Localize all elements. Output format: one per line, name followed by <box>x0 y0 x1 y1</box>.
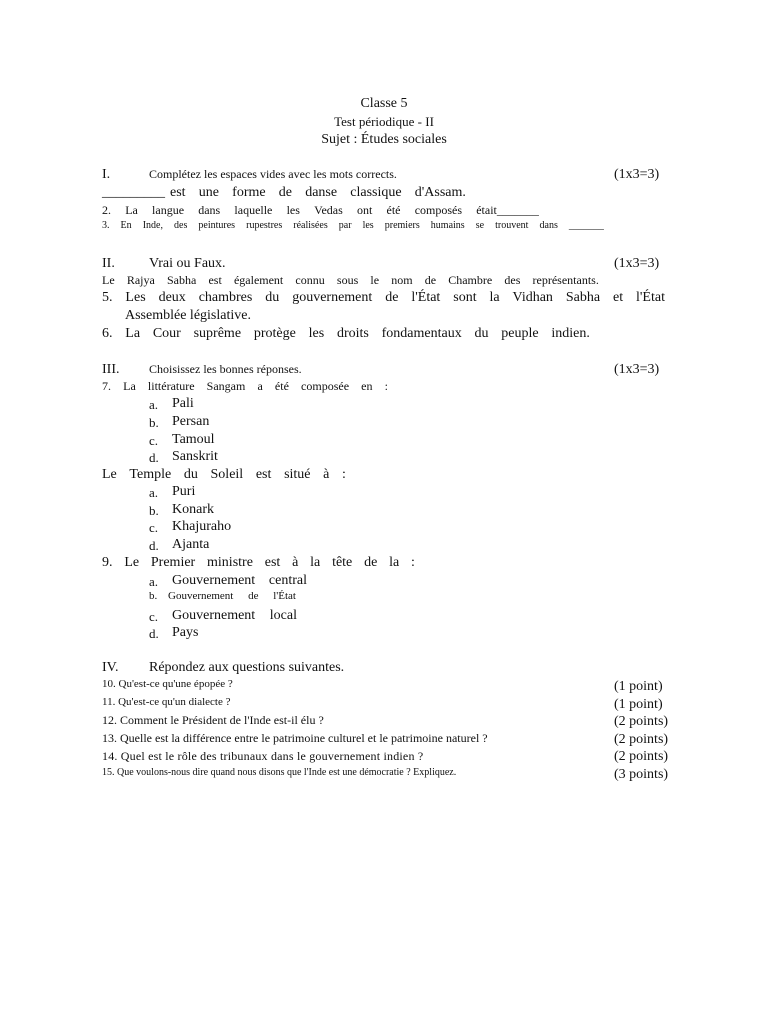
word: La <box>123 379 136 393</box>
section-3-marks: (1x3=3) <box>614 362 660 377</box>
word: 3. <box>102 220 110 231</box>
question-12-points: (2 points) <box>614 714 669 729</box>
word: central <box>268 573 307 588</box>
q7-option-b: Persan <box>172 414 210 429</box>
question-10-points: (1 point) <box>614 679 663 694</box>
word: la <box>310 555 321 570</box>
word: danse <box>305 185 338 200</box>
question-15: 15. Que voulons-nous dire quand nous disons que l'Inde est une démocratie ? Expliquez. <box>102 767 457 778</box>
question-4 <box>102 274 599 286</box>
question-13-points: (2 points) <box>614 732 669 747</box>
word: de <box>364 555 378 570</box>
section-2-marks: (1x3=3) <box>614 256 660 271</box>
word: littérature <box>147 379 195 393</box>
question-1-blank: _________ <box>102 185 165 200</box>
word: 9. <box>102 555 113 570</box>
word: Sabha <box>166 273 197 287</box>
word: premiers <box>384 220 420 231</box>
word: à <box>323 467 330 482</box>
word: Rajya <box>126 273 155 287</box>
word: également <box>233 273 284 287</box>
word: suprême <box>193 326 242 341</box>
word: forme <box>232 185 266 200</box>
q9-option-c-letter: c. <box>149 609 159 624</box>
question-3 <box>102 221 604 231</box>
question-9 <box>102 556 415 570</box>
word: par <box>338 220 352 231</box>
question-5-continuation: Assemblée législative. <box>125 308 251 323</box>
q9-option-b-letter: b. <box>149 590 158 602</box>
word: trouvent <box>495 220 529 231</box>
word: droits <box>336 326 369 341</box>
section-1-marks: (1x3=3) <box>614 167 660 182</box>
word: En <box>120 220 132 231</box>
q9-option-d: Pays <box>172 625 199 640</box>
word: Les <box>125 290 146 305</box>
word: : <box>411 555 415 570</box>
word: est <box>170 185 186 200</box>
word: ont <box>356 203 373 217</box>
question-10: 10. Qu'est-ce qu'une épopée ? <box>102 678 233 690</box>
word: des <box>174 220 188 231</box>
word: Sabha <box>565 290 601 305</box>
word: du <box>183 467 198 482</box>
word: Chambre <box>448 273 493 287</box>
q9-option-a <box>172 574 307 588</box>
word: tête <box>332 555 353 570</box>
word: d'Assam. <box>414 185 466 200</box>
q8-option-c-letter: c. <box>149 520 159 535</box>
q7-option-c-letter: c. <box>149 433 159 448</box>
word: les <box>308 326 325 341</box>
section-2-number: II. <box>102 256 115 271</box>
word: : <box>342 467 346 482</box>
word: a <box>257 379 263 393</box>
section-2-instruction: Vrai ou Faux. <box>149 256 226 271</box>
word: de <box>424 273 437 287</box>
word: à <box>292 555 299 570</box>
word: est <box>208 273 222 287</box>
q8-option-b-letter: b. <box>149 503 159 518</box>
q9-option-a-letter: a. <box>149 574 159 589</box>
question-6 <box>102 327 590 341</box>
section-4-number: IV. <box>102 660 119 675</box>
word: local <box>269 608 297 623</box>
question-7 <box>102 380 388 392</box>
q9-option-b <box>168 591 296 602</box>
word: fondamentaux <box>381 326 462 341</box>
q7-option-b-letter: b. <box>149 415 159 430</box>
q8-option-a: Puri <box>172 484 196 499</box>
word: du <box>474 326 489 341</box>
word: Gouvernement <box>172 608 256 623</box>
word: sont <box>453 290 477 305</box>
word: été <box>274 379 289 393</box>
word: protège <box>253 326 296 341</box>
word: du <box>265 290 280 305</box>
word: en <box>361 379 373 393</box>
word: représentants. <box>532 273 599 287</box>
word: les <box>286 203 300 217</box>
q8-option-c: Khajuraho <box>172 519 232 534</box>
word: Le <box>102 273 115 287</box>
section-4-instruction: Répondez aux questions suivantes. <box>149 660 345 675</box>
word: chambres <box>198 290 253 305</box>
word: Vidhan <box>512 290 553 305</box>
q9-option-c <box>172 609 297 623</box>
q9-option-d-letter: d. <box>149 626 159 641</box>
word: _______ <box>568 220 604 231</box>
word: se <box>475 220 485 231</box>
word: dans <box>539 220 558 231</box>
word: gouvernement <box>292 290 373 305</box>
word: rupestres <box>246 220 283 231</box>
word: 5. <box>102 290 113 305</box>
word: connu <box>295 273 325 287</box>
q8-option-a-letter: a. <box>149 485 159 500</box>
word: La <box>125 203 138 217</box>
word: l'État <box>636 290 665 305</box>
word: le <box>370 273 380 287</box>
word: réalisées <box>293 220 328 231</box>
word: 7. <box>102 379 111 393</box>
word: 6. <box>102 326 113 341</box>
section-3-number: III. <box>102 362 120 377</box>
test-title: Test périodique - II <box>334 114 434 129</box>
question-11-points: (1 point) <box>614 697 663 712</box>
word: Temple <box>129 467 172 482</box>
word: indien. <box>551 326 590 341</box>
word: la <box>389 555 400 570</box>
word: de <box>248 590 259 602</box>
word: l'État <box>273 590 296 602</box>
word: La <box>125 326 141 341</box>
word: peintures <box>198 220 236 231</box>
word: été <box>386 203 401 217</box>
word: l'État <box>411 290 441 305</box>
word: dans <box>198 203 221 217</box>
question-2 <box>102 204 539 216</box>
question-12: 12. Comment le Président de l'Inde est-il élu ? <box>102 713 324 727</box>
word: situé <box>284 467 311 482</box>
question-15-points: (3 points) <box>614 767 669 782</box>
word: Sangam <box>206 379 246 393</box>
word: sous <box>336 273 359 287</box>
word: classique <box>350 185 402 200</box>
word: : <box>384 379 388 393</box>
word: Premier <box>150 555 196 570</box>
word: langue <box>152 203 185 217</box>
word: ministre <box>207 555 253 570</box>
word: était_______ <box>476 203 539 217</box>
question-8 <box>102 468 346 482</box>
section-3-instruction: Choisissez les bonnes réponses. <box>149 362 302 376</box>
section-1-number: I. <box>102 167 111 182</box>
class-title: Classe 5 <box>360 96 408 111</box>
q7-option-d: Sanskrit <box>172 449 218 464</box>
word: Inde, <box>142 220 163 231</box>
word: de <box>385 290 399 305</box>
word: Gouvernement <box>168 590 234 602</box>
word: Soleil <box>210 467 244 482</box>
word: peuple <box>501 326 539 341</box>
word: 2. <box>102 203 111 217</box>
question-11: 11. Qu'est-ce qu'un dialecte ? <box>102 696 231 708</box>
question-5 <box>102 291 665 305</box>
word: deux <box>158 290 186 305</box>
word: laquelle <box>234 203 273 217</box>
word: humains <box>430 220 465 231</box>
question-14-points: (2 points) <box>614 749 669 764</box>
section-1-instruction: Complétez les espaces vides avec les mots corrects. <box>149 167 397 181</box>
word: est <box>255 467 272 482</box>
word: Le <box>102 467 117 482</box>
question-13: 13. Quelle est la différence entre le patrimoine culturel et le patrimoine naturel ? <box>102 731 488 745</box>
question-1 <box>170 186 466 200</box>
word: Gouvernement <box>172 573 256 588</box>
subject-title: Sujet : Études sociales <box>321 132 447 147</box>
word: Vedas <box>314 203 343 217</box>
question-14: 14. Quel est le rôle des tribunaux dans le gouvernement indien ? <box>102 749 424 763</box>
word: une <box>198 185 219 200</box>
word: nom <box>391 273 413 287</box>
word: Cour <box>152 326 181 341</box>
q8-option-d: Ajanta <box>172 537 210 552</box>
word: composés <box>414 203 463 217</box>
q8-option-b: Konark <box>172 502 214 517</box>
q7-option-a-letter: a. <box>149 397 159 412</box>
word: Le <box>124 555 140 570</box>
q7-option-c: Tamoul <box>172 432 215 447</box>
word: la <box>489 290 500 305</box>
q7-option-d-letter: d. <box>149 450 159 465</box>
word: des <box>504 273 521 287</box>
word: de <box>278 185 292 200</box>
q8-option-d-letter: d. <box>149 538 159 553</box>
word: est <box>264 555 281 570</box>
word: et <box>612 290 624 305</box>
word: composée <box>301 379 350 393</box>
word: les <box>362 220 374 231</box>
q7-option-a: Pali <box>172 396 194 411</box>
